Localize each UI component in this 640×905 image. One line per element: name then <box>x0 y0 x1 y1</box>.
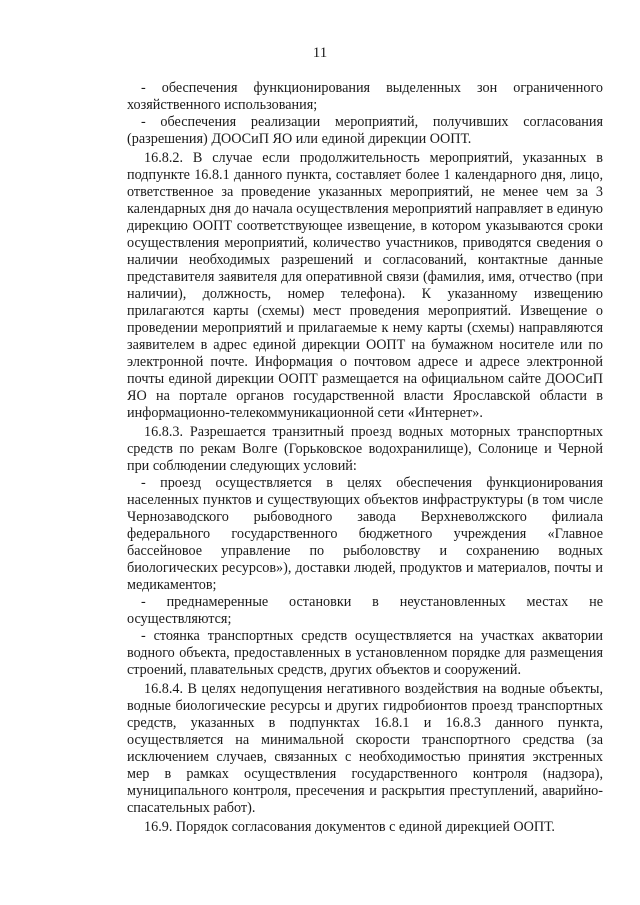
paragraph-16-8-2: 16.8.2. В случае если продолжительность мероприятий, указанных в подпункте 16.8.1 данного пункта, составляет более 1 календарного дня, лицо, ответственное за проведение указанных мероприятий, не менее чем за 3 календарных дня до начала осуществления мероприятий направляет в единую дирекцию ООПТ соответствующее извещение, в котором указываются сроки осуществления мероприятий, количество участников, приводятся сведения о наличии необходимых разрешений и согласований, контактные данные представителя заявителя для оперативной связи (фамилия, имя, отчество (при наличии), должность, номер телефона). К указанному извещению прилагаются карты (схемы) мест проведения мероприятий. Извещение о проведении мероприятий и прилагаемые к нему карты (схемы) направляются заявителем в адрес единой дирекции ООПТ на бумажном носителе или по электронной почте. Информация о почтовом адресе и адресе электронной почты единой дирекции ООПТ размещается на официальном сайте ДООСиП ЯО на портале органов государственной власти Ярославской области в информационно-телекоммуникационной сети «Интернет». <box>127 150 603 421</box>
paragraph-16-8-3: 16.8.3. Разрешается транзитный проезд водных моторных транспортных средств по рекам Волге (Горьковское водохранилище), Солонице и Черной при соблюдении следующих условий: <box>127 424 603 474</box>
paragraph-approved-measures: - обеспечения реализации мероприятий, получивших согласования (разрешения) ДООСиП ЯО или единой дирекции ООПТ. <box>127 114 603 147</box>
document-body <box>127 80 603 836</box>
paragraph-16-9: 16.9. Порядок согласования документов с единой дирекцией ООПТ. <box>144 819 555 835</box>
paragraph-16-8-4: 16.8.4. В целях недопущения негативного воздействия на водные объекты, водные биологические ресурсы и других гидробионтов проезд транспортных средств, указанных в подпунктах 16.8.1 и 16.8.3 данного пункта, осуществляется на минимальной скорости транспортного средства (за исключением случаев, связанных с необходимостью принятия экстренных мер в рамках осуществления государственного контроля (надзора), муниципального контроля, пресечения и раскрытия преступлений, аварийно-спасательных работ). <box>127 681 603 816</box>
paragraph-zone-functioning: - обеспечения функционирования выделенных зон ограниченного хозяйственного использования; <box>127 80 603 113</box>
paragraph-parking: - стоянка транспортных средств осуществляется на участках акватории водного объекта, предоставленных в установленном порядке для размещения строений, плавательных средств, других объектов и сооружений. <box>127 628 603 678</box>
page-number: 11 <box>312 45 328 61</box>
paragraph-transit-purpose: - проезд осуществляется в целях обеспечения функционирования населенных пунктов и существующих объектов инфраструктуры (в том числе Чернозаводского рыбоводного завода Верхневолжского филиала федерального государственного бюджетного учреждения «Главное бассейновое управление по рыболовству и сохранению водных биологических ресурсов»), доставки людей, продуктов и материалов, почты и медикаментов; <box>127 475 603 593</box>
paragraph-no-stops: - преднамеренные остановки в неустановленных местах не осуществляются; <box>127 594 603 627</box>
